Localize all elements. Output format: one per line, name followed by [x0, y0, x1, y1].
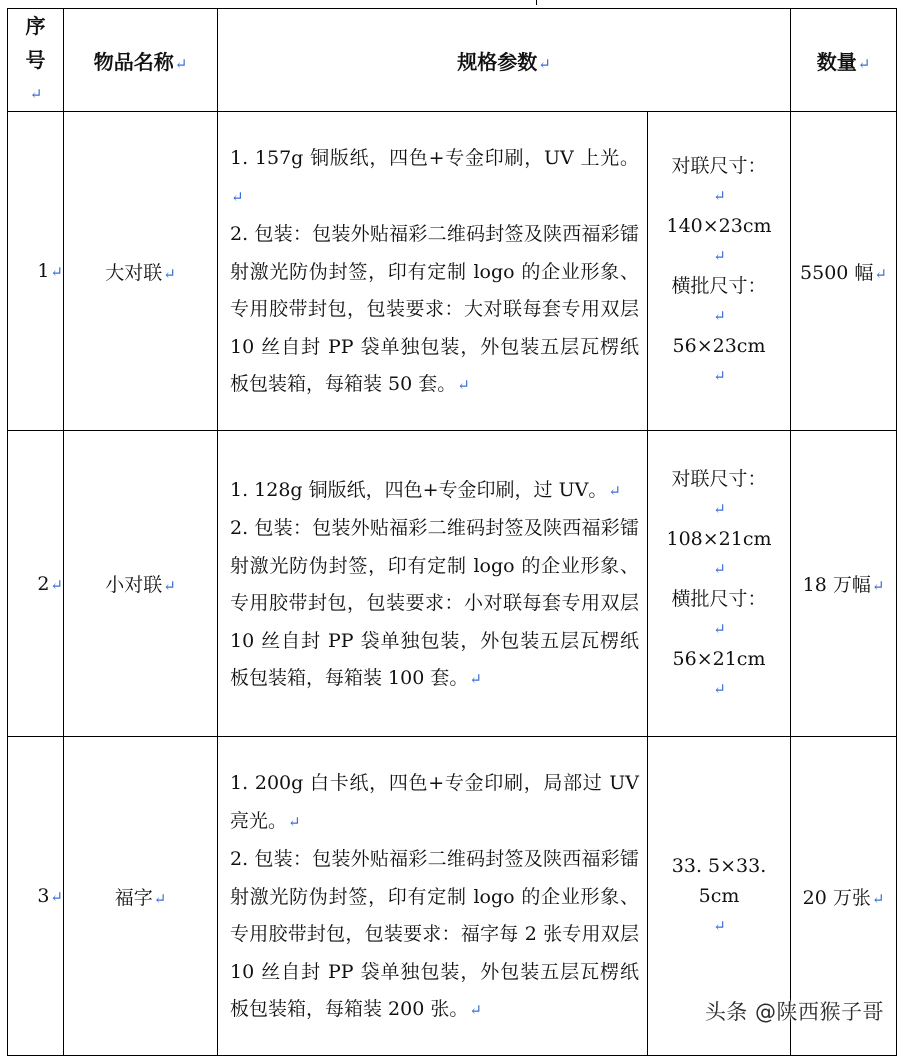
quantity-cell: 18 万幅↵: [791, 431, 897, 737]
spec-line-2: 2. 包装：包装外贴福彩二维码封签及陕西福彩镭射激光防伪封签，印有定制 logo 的企业形象、专用胶带封包，包装要求：大对联每套专用双层 10 丝自封 PP 袋单独包装，外包装五层瓦楞纸板包装箱，每箱装 50 套。: [230, 223, 639, 396]
spec-line-1: 1. 157g 铜版纸，四色+专金印刷，UV 上光。: [230, 147, 639, 170]
spec-line-2: 2. 包装：包装外贴福彩二维码封签及陕西福彩镭射激光防伪封签，印有定制 logo 的企业形象、专用胶带封包，包装要求：小对联每套专用双层 10 丝自封 PP 袋单独包装，外包装五层瓦楞纸板包装箱，每箱装 100 套。: [230, 517, 639, 689]
item-name-cell: 大对联↵: [64, 112, 218, 431]
return-mark-icon: ↵: [713, 499, 726, 518]
return-mark-icon: ↵: [288, 812, 301, 831]
header-index-line1: 序: [25, 14, 46, 38]
spec-line-1: 1. 128g 铜版纸，四色+专金印刷，过 UV。: [230, 478, 608, 501]
item-name-cell: 福字↵: [64, 737, 218, 1056]
size-cell: 对联尺寸： ↵ 140×23cm ↵ 横批尺寸： ↵ 56×23cm ↵: [648, 112, 791, 431]
row-index-cell: 3↵: [8, 737, 64, 1056]
return-mark-icon: ↵: [538, 54, 551, 73]
return-mark-icon: ↵: [713, 187, 726, 205]
return-mark-icon: ↵: [713, 917, 726, 935]
return-mark-icon: ↵: [713, 307, 726, 325]
spec-cell: [218, 431, 648, 737]
return-mark-icon: ↵: [174, 54, 188, 73]
return-mark-icon: ↵: [713, 247, 726, 265]
item-name-cell: 小对联↵: [64, 431, 218, 737]
spec-line-2: 2. 包装：包装外贴福彩二维码封签及陕西福彩镭射激光防伪封签，印有定制 logo 的企业形象、专用胶带封包，包装要求：福字每 2 张专用双层 10 丝自封 PP 袋单独包装，外包装五层瓦楞纸板包装箱，每箱装 200 张。: [230, 848, 639, 1021]
return-mark-icon: ↵: [871, 889, 885, 908]
header-index: [8, 9, 64, 112]
row-index-cell: 1↵: [8, 112, 64, 431]
spec-line-1: 1. 200g 白卡纸，四色+专金印刷，局部过 UV 亮光。: [230, 772, 639, 832]
return-mark-icon: ↵: [50, 263, 63, 281]
return-mark-icon: ↵: [231, 187, 244, 206]
return-mark-icon: ↵: [608, 481, 621, 500]
table-header-row: [8, 9, 897, 112]
return-mark-icon: ↵: [50, 888, 63, 906]
return-mark-icon: ↵: [469, 1001, 482, 1020]
header-spec: 规格参数↵: [218, 9, 791, 112]
spec-cell: [218, 737, 648, 1056]
size-cell: 33. 5×33. 5cm ↵: [648, 737, 791, 1056]
row-index-cell: 2↵: [8, 431, 64, 737]
top-edge-mark: [536, 0, 537, 5]
return-mark-icon: ↵: [153, 889, 167, 908]
quantity-cell: 5500 幅↵: [791, 112, 897, 431]
quantity-cell: 20 万张↵: [791, 737, 897, 1056]
watermark-text: 头条 @陕西猴子哥: [704, 1000, 884, 1024]
return-mark-icon: ↵: [713, 679, 726, 698]
return-mark-icon: ↵: [871, 577, 885, 595]
procurement-spec-table: [7, 8, 897, 1056]
return-mark-icon: ↵: [713, 559, 726, 578]
return-mark-icon: ↵: [457, 376, 470, 395]
return-mark-icon: ↵: [29, 85, 43, 103]
return-mark-icon: ↵: [469, 670, 482, 688]
table-row: [8, 112, 897, 431]
table-row: [8, 431, 897, 737]
return-mark-icon: ↵: [857, 54, 871, 73]
return-mark-icon: ↵: [713, 367, 726, 385]
return-mark-icon: ↵: [163, 264, 176, 283]
return-mark-icon: ↵: [163, 577, 176, 595]
return-mark-icon: ↵: [50, 575, 63, 594]
header-index-line2: 号: [25, 48, 46, 72]
return-mark-icon: ↵: [713, 619, 726, 638]
header-quantity: 数量↵: [791, 9, 897, 112]
size-cell: 对联尺寸： ↵ 108×21cm ↵ 横批尺寸： ↵ 56×21cm ↵: [648, 431, 791, 737]
return-mark-icon: ↵: [874, 264, 887, 283]
header-item-name: 物品名称↵: [64, 9, 218, 112]
spec-cell: [218, 112, 648, 431]
